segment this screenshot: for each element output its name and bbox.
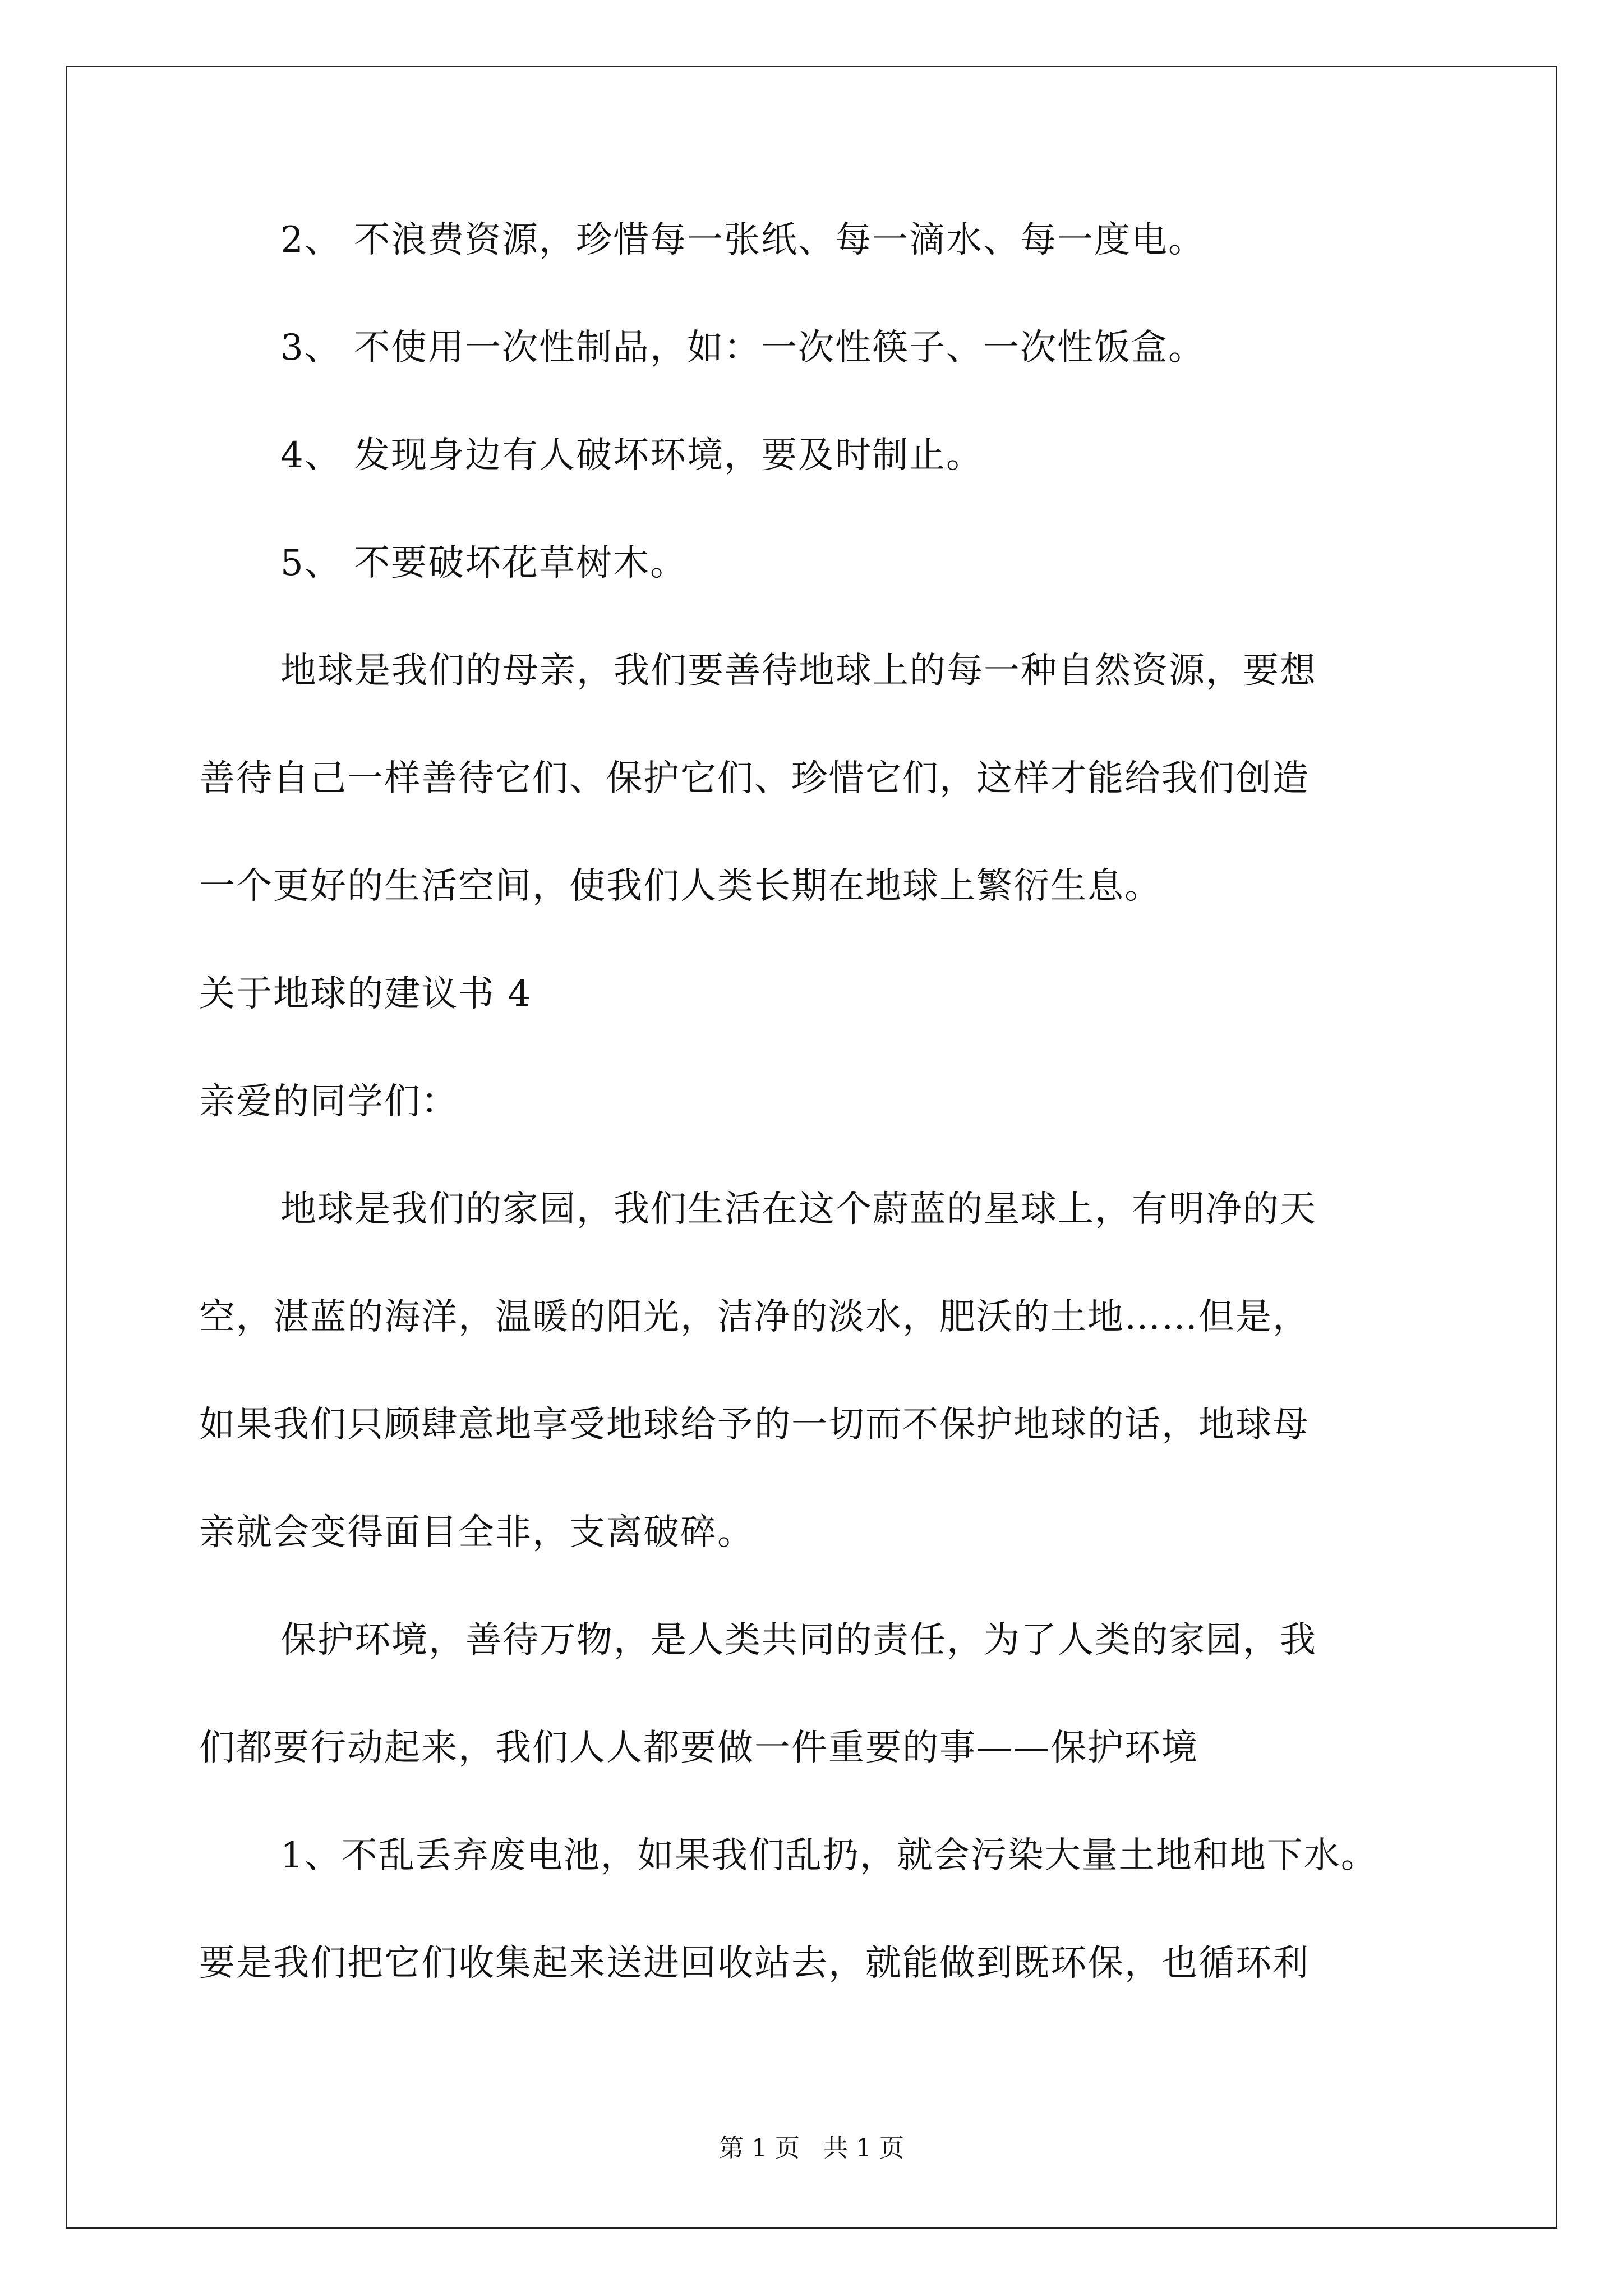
text-line: 地球是我们的母亲，我们要善待地球上的每一种自然资源，要想 [280, 650, 1317, 692]
text-line: 1、不乱丢弃废电池，如果我们乱扔，就会污染大量土地和地下水。 [280, 1835, 1378, 1876]
text-line: 空，湛蓝的海洋，温暖的阳光，洁净的淡水，肥沃的土地……但是， [199, 1296, 1310, 1338]
text-line: 4、 发现身边有人破坏环境，要及时制止。 [280, 435, 984, 476]
text-line: 3、 不使用一次性制品，如：一次性筷子、一次性饭盒。 [280, 327, 1206, 369]
text-line: 们都要行动起来，我们人人都要做一件重要的事——保护环境 [199, 1727, 1198, 1769]
section-title: 关于地球的建议书 4 [199, 973, 532, 1015]
salutation: 亲爱的同学们： [199, 1081, 458, 1122]
text-line: 要是我们把它们收集起来送进回收站去，就能做到既环保，也循环利 [199, 1943, 1310, 1984]
text-line: 一个更好的生活空间，使我们人类长期在地球上繁衍生息。 [199, 866, 1161, 907]
text-line: 地球是我们的家园，我们生活在这个蔚蓝的星球上，有明净的天 [280, 1189, 1317, 1230]
text-line: 善待自己一样善待它们、保护它们、珍惜它们，这样才能给我们创造 [199, 758, 1310, 799]
text-line: 保护环境，善待万物，是人类共同的责任，为了人类的家园，我 [280, 1619, 1317, 1661]
document-body [199, 213, 1427, 1990]
text-line: 亲就会变得面目全非，支离破碎。 [199, 1512, 754, 1553]
text-line: 5、 不要破坏花草树木。 [280, 542, 688, 584]
text-line: 如果我们只顾肆意地享受地球给予的一切而不保护地球的话，地球母 [199, 1404, 1310, 1446]
page-footer: 第 1 页 共 1 页 [719, 2134, 904, 2162]
text-line: 2、 不浪费资源，珍惜每一张纸、每一滴水、每一度电。 [280, 219, 1206, 261]
